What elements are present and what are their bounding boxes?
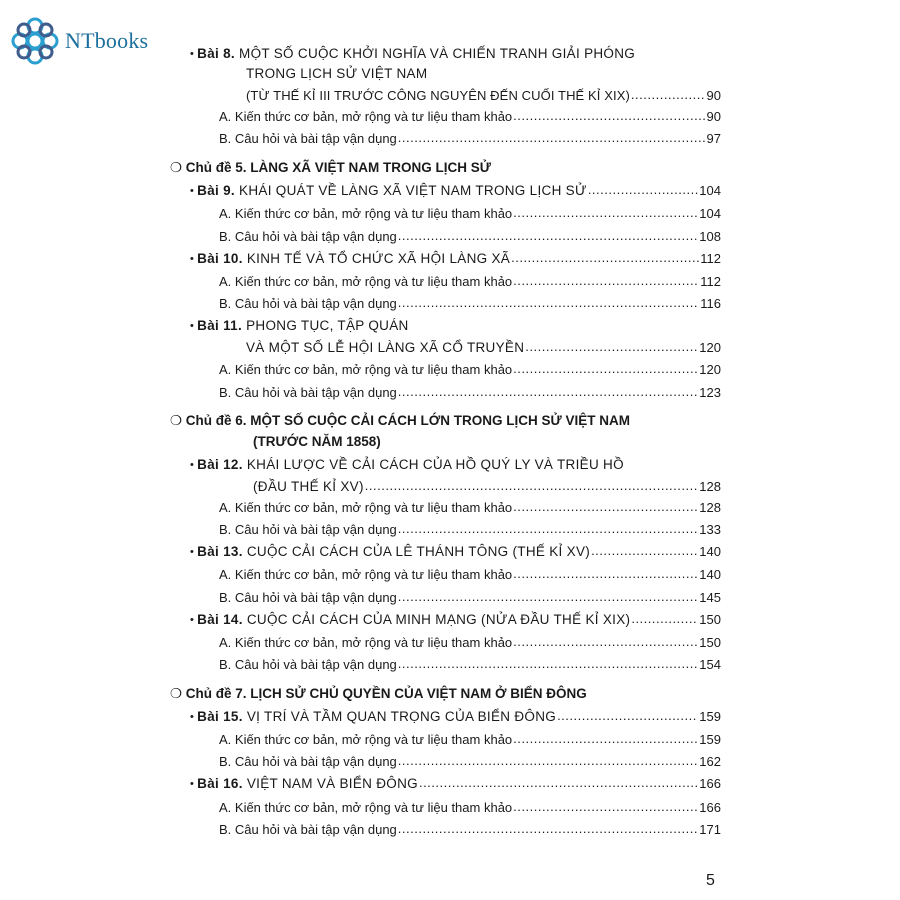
topic-5-heading: ❍ Chủ đề 5. LÀNG XÃ VIỆT NAM TRONG LỊCH SỬ bbox=[170, 160, 491, 175]
page-number: 5 bbox=[706, 872, 715, 889]
lesson-10-part-b[interactable]: B. Câu hỏi và bài tập vận dụng ..... 116 bbox=[219, 296, 721, 312]
lesson-10-part-a[interactable]: A. Kiến thức cơ bản, mở rộng và tư liệu tham khảo ..... 112 bbox=[219, 274, 721, 290]
lesson-13-part-b[interactable]: B. Câu hỏi và bài tập vận dụng ..... 145 bbox=[219, 590, 721, 606]
lesson-8-part-a[interactable]: A. Kiến thức cơ bản, mở rộng và tư liệu tham khảo ..... 90 bbox=[219, 109, 721, 125]
lesson-14-entry[interactable]: • Bài 14. CUỘC CẢI CÁCH CỦA MINH MẠNG (NỬA ĐẦU THẾ KỈ XIX) ..... 150 bbox=[190, 612, 721, 629]
lesson-8-part-b[interactable]: B. Câu hỏi và bài tập vận dụng ..... 97 bbox=[219, 131, 721, 147]
lesson-11-title-line-1: • Bài 11. PHONG TỤC, TẬP QUÁN bbox=[190, 318, 409, 333]
lesson-13-entry[interactable]: • Bài 13. CUỘC CẢI CÁCH CỦA LÊ THÁNH TÔNG (THẾ KỈ XV) ..... 140 bbox=[190, 544, 721, 561]
lesson-12-part-a[interactable]: A. Kiến thức cơ bản, mở rộng và tư liệu tham khảo ..... 128 bbox=[219, 500, 721, 516]
lesson-12-entry[interactable]: (ĐẦU THẾ KỈ XV) ..... 128 bbox=[253, 479, 721, 495]
lesson-13-part-a[interactable]: A. Kiến thức cơ bản, mở rộng và tư liệu tham khảo ..... 140 bbox=[219, 567, 721, 583]
lesson-11-part-b[interactable]: B. Câu hỏi và bài tập vận dụng ..... 123 bbox=[219, 385, 721, 401]
lesson-12-title-line-1: • Bài 12. KHÁI LƯỢC VỀ CẢI CÁCH CỦA HỒ QUÝ LY VÀ TRIỀU HỒ bbox=[190, 457, 624, 472]
lesson-15-part-a[interactable]: A. Kiến thức cơ bản, mở rộng và tư liệu tham khảo ..... 159 bbox=[219, 732, 721, 748]
lesson-8-title-line-2: TRONG LỊCH SỬ VIỆT NAM bbox=[246, 66, 428, 81]
lesson-9-part-b[interactable]: B. Câu hỏi và bài tập vận dụng ..... 108 bbox=[219, 229, 721, 245]
topic-6-heading: ❍ Chủ đề 6. MỘT SỐ CUỘC CẢI CÁCH LỚN TRONG LỊCH SỬ VIỆT NAM bbox=[170, 413, 631, 428]
lesson-14-part-a[interactable]: A. Kiến thức cơ bản, mở rộng và tư liệu tham khảo ..... 150 bbox=[219, 635, 721, 651]
lesson-12-part-b[interactable]: B. Câu hỏi và bài tập vận dụng ..... 133 bbox=[219, 522, 721, 538]
lesson-15-entry[interactable]: • Bài 15. VỊ TRÍ VÀ TẦM QUAN TRỌNG CỦA BIỂN ĐÔNG ..... 159 bbox=[190, 709, 721, 726]
lesson-8-entry[interactable]: (TỪ THẾ KỈ III TRƯỚC CÔNG NGUYÊN ĐẾN CUỐI THẾ KỈ XIX) ..... 90 bbox=[246, 88, 721, 104]
topic-6-heading-line-2: (TRƯỚC NĂM 1858) bbox=[253, 434, 381, 449]
lesson-11-entry[interactable]: VÀ MỘT SỐ LỄ HỘI LÀNG XÃ CỔ TRUYỀN ..... 120 bbox=[246, 340, 721, 356]
lesson-16-part-b[interactable]: B. Câu hỏi và bài tập vận dụng ..... 171 bbox=[219, 822, 721, 838]
lesson-14-part-b[interactable]: B. Câu hỏi và bài tập vận dụng ..... 154 bbox=[219, 657, 721, 673]
topic-7-heading: ❍ Chủ đề 7. LỊCH SỬ CHỦ QUYỀN CỦA VIỆT NAM Ở BIỂN ĐÔNG bbox=[170, 686, 587, 701]
lesson-9-part-a[interactable]: A. Kiến thức cơ bản, mở rộng và tư liệu tham khảo ..... 104 bbox=[219, 206, 721, 222]
lesson-16-part-a[interactable]: A. Kiến thức cơ bản, mở rộng và tư liệu tham khảo ..... 166 bbox=[219, 800, 721, 816]
brand-name: NTbooks bbox=[65, 28, 149, 53]
lesson-15-part-b[interactable]: B. Câu hỏi và bài tập vận dụng ..... 162 bbox=[219, 754, 721, 770]
lesson-8-title-line-1: • Bài 8. MỘT SỐ CUỘC KHỞI NGHĨA VÀ CHIẾN TRANH GIẢI PHÓNG bbox=[190, 46, 636, 61]
lesson-9-entry[interactable]: • Bài 9. KHÁI QUÁT VỀ LÀNG XÃ VIỆT NAM TRONG LỊCH SỬ ..... 104 bbox=[190, 183, 721, 200]
lesson-11-part-a[interactable]: A. Kiến thức cơ bản, mở rộng và tư liệu tham khảo ..... 120 bbox=[219, 362, 721, 378]
lesson-16-entry[interactable]: • Bài 16. VIỆT NAM VÀ BIỂN ĐÔNG ..... 166 bbox=[190, 776, 721, 793]
lesson-10-entry[interactable]: • Bài 10. KINH TẾ VÀ TỔ CHỨC XÃ HỘI LÀNG XÃ ..... 112 bbox=[190, 251, 721, 268]
